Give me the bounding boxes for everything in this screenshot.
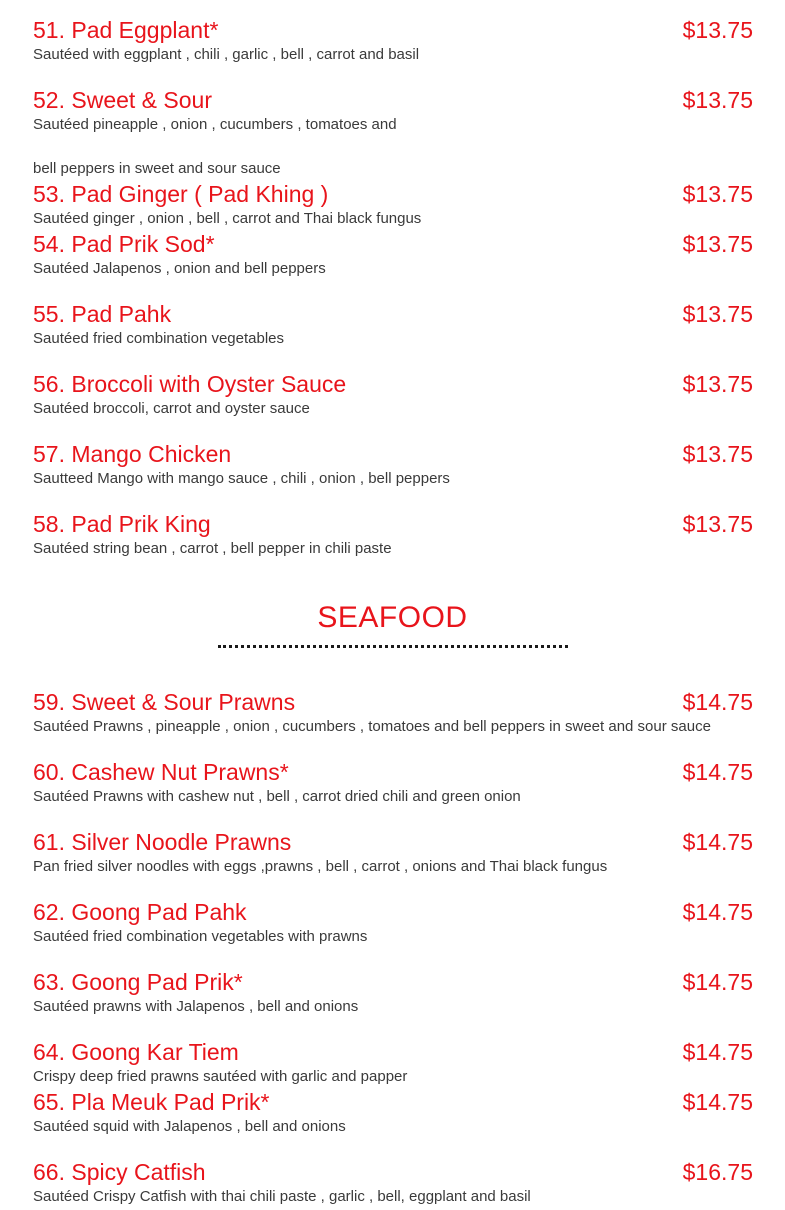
item-name: 61. Silver Noodle Prawns (33, 829, 292, 855)
item-price: $14.75 (682, 829, 753, 855)
item-description: Sautéed Prawns with cashew nut , bell , carrot dried chili and green onion (33, 788, 521, 805)
section-heading-seafood: SEAFOOD (317, 601, 468, 634)
item-description: Sautéed broccoli, carrot and oyster sauce (33, 400, 310, 417)
item-price: $13.75 (682, 181, 753, 207)
item-price: $13.75 (682, 511, 753, 537)
item-description: Sautéed with eggplant , chili , garlic , bell , carrot and basil (33, 46, 420, 63)
item-description: Sautéed ginger , onion , bell , carrot and Thai black fungus (33, 210, 422, 227)
item-name: 60. Cashew Nut Prawns* (33, 759, 289, 785)
item-price: $14.75 (682, 969, 753, 995)
item-name: 54. Pad Prik Sod* (33, 231, 215, 257)
item-name: 53. Pad Ginger ( Pad Khing ) (33, 181, 329, 207)
item-description: Sautéed Prawns , pineapple , onion , cucumbers , tomatoes and bell peppers in sweet and sour sauce (33, 718, 711, 735)
item-price: $13.75 (682, 301, 753, 327)
item-description: Sautéed string bean , carrot , bell pepper in chili paste (33, 540, 392, 557)
item-name: 58. Pad Prik King (33, 511, 211, 537)
item-name: 59. Sweet & Sour Prawns (33, 689, 296, 715)
item-price: $13.75 (682, 17, 753, 43)
item-description-continued: bell peppers in sweet and sour sauce (33, 160, 281, 177)
item-name: 63. Goong Pad Prik* (33, 969, 243, 995)
item-name: 55. Pad Pahk (33, 301, 172, 327)
item-price: $14.75 (682, 689, 753, 715)
section-divider (218, 645, 568, 648)
item-description: Crispy deep fried prawns sautéed with garlic and papper (33, 1068, 408, 1085)
item-price: $14.75 (682, 1089, 753, 1115)
item-name: 62. Goong Pad Pahk (33, 899, 247, 925)
item-description: Sautéed prawns with Jalapenos , bell and onions (33, 998, 359, 1015)
item-price: $14.75 (682, 759, 753, 785)
item-description: Sautéed squid with Jalapenos , bell and onions (33, 1118, 346, 1135)
item-price: $13.75 (682, 441, 753, 467)
item-description: Sautéed pineapple , onion , cucumbers , tomatoes and (33, 116, 397, 133)
item-description: Sautéed fried combination vegetables (33, 330, 285, 347)
item-name: 52. Sweet & Sour (33, 87, 212, 113)
item-price: $13.75 (682, 231, 753, 257)
item-price: $16.75 (682, 1159, 753, 1185)
item-name: 56. Broccoli with Oyster Sauce (33, 371, 347, 397)
item-description: Sautéed fried combination vegetables with prawns (33, 928, 368, 945)
item-price: $14.75 (682, 899, 753, 925)
item-price: $13.75 (682, 87, 753, 113)
item-description: Pan fried silver noodles with eggs ,prawns , bell , carrot , onions and Thai black fungus (33, 858, 608, 875)
item-description: Sautéed Jalapenos , onion and bell peppers (33, 260, 326, 277)
item-name: 51. Pad Eggplant* (33, 17, 219, 43)
item-name: 65. Pla Meuk Pad Prik* (33, 1089, 270, 1115)
item-description: Sautéed Crispy Catfish with thai chili paste , garlic , bell, eggplant and basil (33, 1188, 531, 1205)
item-name: 57. Mango Chicken (33, 441, 232, 467)
item-name: 64. Goong Kar Tiem (33, 1039, 239, 1065)
item-price: $13.75 (682, 371, 753, 397)
item-name: 66. Spicy Catfish (33, 1159, 206, 1185)
item-price: $14.75 (682, 1039, 753, 1065)
item-description: Sautteed Mango with mango sauce , chili , onion , bell peppers (33, 470, 450, 487)
